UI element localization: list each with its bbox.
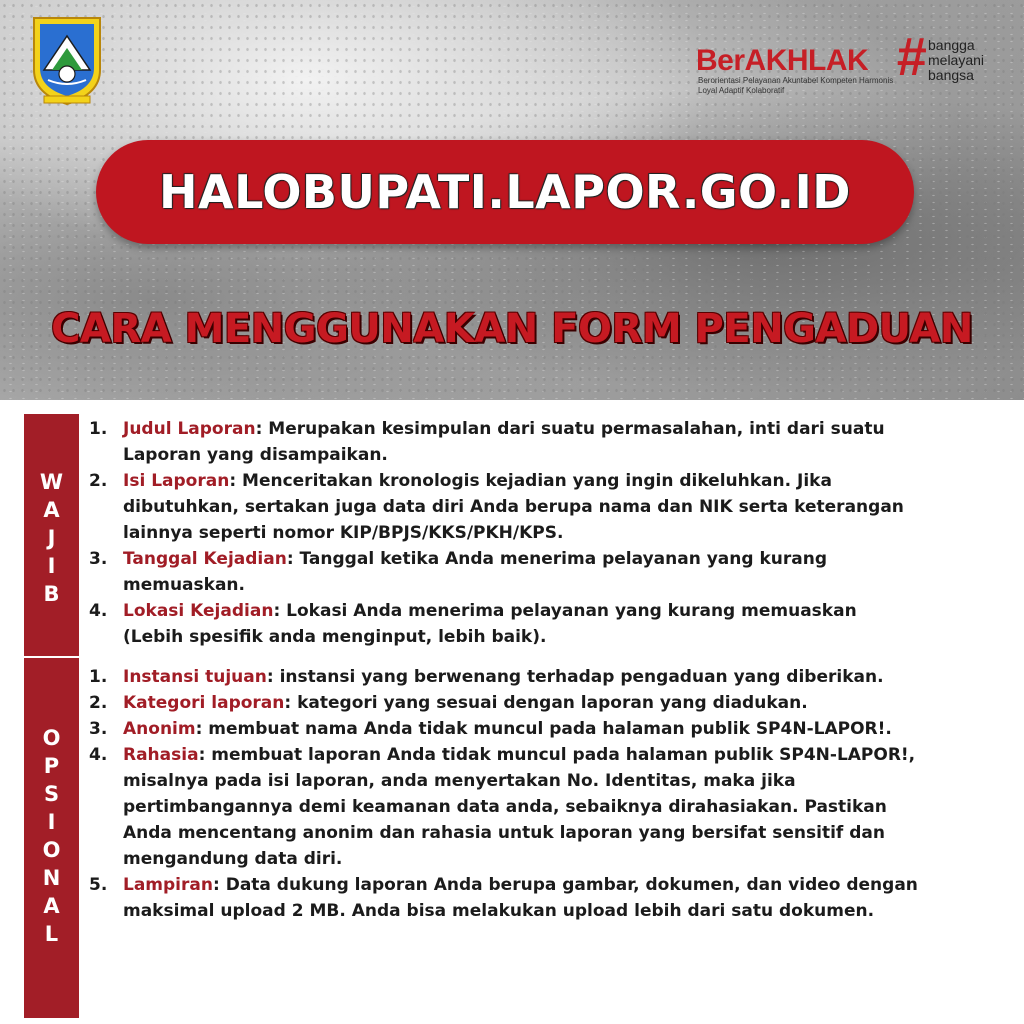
label-letter: N (42, 866, 61, 890)
brand-subtitle: Berorientasi Pelayanan Akuntabel Kompeten Harmonis Loyal Adaptif Kolaboratif (698, 76, 894, 95)
url-text[interactable]: HALOBUPATI.LAPOR.GO.ID (159, 165, 851, 219)
list-item (79, 468, 919, 546)
item-term: Kategori laporan (123, 693, 285, 713)
list-item (79, 416, 919, 468)
label-letter: A (43, 894, 60, 918)
item-term: Rahasia (123, 745, 199, 765)
item-text: : Lokasi Anda menerima pelayanan yang kurang memuaskan (Lebih spesifik anda menginput, lebih baik). (123, 601, 857, 647)
item-text: : Merupakan kesimpulan dari suatu permasalahan, inti dari suatu Laporan yang disampaikan. (123, 419, 885, 465)
tagline-line: bangga (928, 37, 975, 53)
item-number: 1. (89, 419, 108, 439)
berakhlak-brand (696, 24, 1006, 104)
item-text: : instansi yang berwenang terhadap pengaduan yang diberikan. (266, 667, 884, 687)
item-number: 2. (89, 693, 108, 713)
item-number: 1. (89, 667, 108, 687)
label-letter: S (43, 782, 60, 806)
label-letter: P (43, 754, 60, 778)
item-term: Lampiran (123, 875, 213, 895)
label-letter: W (39, 470, 64, 494)
list-item (79, 716, 919, 742)
item-number: 4. (89, 601, 108, 621)
item-term: Lokasi Kejadian (123, 601, 274, 621)
list-item (79, 742, 919, 872)
item-number: 2. (89, 471, 108, 491)
brand-tagline (928, 38, 984, 83)
item-number: 3. (89, 719, 108, 739)
opsional-list (79, 664, 919, 924)
item-term: Isi Laporan (123, 471, 230, 491)
section-label-wajib (24, 414, 79, 656)
list-item (79, 546, 919, 598)
item-text: : kategori yang sesuai dengan laporan yang diadukan. (284, 693, 808, 713)
item-number: 4. (89, 745, 108, 765)
item-text: : Menceritakan kronologis kejadian yang ingin dikeluhkan. Jika dibutuhkan, sertakan juga data diri Anda berupa nama dan NIK serta keterangan lainnya seperti nomor KIP/BPJS/KKS/PKH/KPS. (123, 471, 904, 543)
item-text: : membuat nama Anda tidak muncul pada halaman publik SP4N-LAPOR!. (195, 719, 892, 739)
label-letter: B (43, 582, 60, 606)
item-text: : membuat laporan Anda tidak muncul pada halaman publik SP4N-LAPOR!, misalnya pada isi laporan, anda menyertakan No. Identitas, maka jika pertimbangannya demi keamanan data anda, sebaiknya dirahasiakan. Pastikan Anda mencentang anonim dan rahasia untuk laporan yang bersifat sensitif dan mengandung data diri. (123, 745, 916, 869)
item-term: Judul Laporan (123, 419, 256, 439)
regency-emblem-icon (30, 14, 104, 108)
item-text: : Data dukung laporan Anda berupa gambar, dokumen, dan video dengan maksimal upload 2 MB. Anda bisa melakukan upload lebih dari satu dokumen. (123, 875, 918, 921)
list-item (79, 872, 919, 924)
item-number: 5. (89, 875, 108, 895)
hero-banner (0, 0, 1024, 400)
hashtag-icon: # (896, 27, 927, 87)
label-letter: O (42, 838, 61, 862)
item-number: 3. (89, 549, 108, 569)
wajib-list (79, 416, 919, 650)
item-text: : Tanggal ketika Anda menerima pelayanan yang kurang memuaskan. (123, 549, 828, 595)
item-term: Anonim (123, 719, 196, 739)
page-title: CARA MENGGUNAKAN FORM PENGADUAN (51, 306, 973, 352)
label-letter: A (43, 498, 60, 522)
label-letter: O (42, 726, 61, 750)
brand-wordmark: BerAKHLAK (696, 44, 869, 77)
list-item (79, 690, 919, 716)
url-banner[interactable] (96, 140, 914, 244)
opsional-panel (79, 658, 919, 1018)
section-label-opsional (24, 658, 79, 1018)
tagline-line: melayani (928, 52, 985, 68)
wajib-panel (79, 414, 919, 656)
list-item (79, 664, 919, 690)
label-letter: L (44, 922, 59, 946)
item-term: Tanggal Kejadian (123, 549, 287, 569)
tagline-line: bangsa (928, 67, 974, 83)
list-item (79, 598, 919, 650)
label-letter: J (47, 526, 56, 550)
label-letter: I (47, 554, 56, 578)
item-term: Instansi tujuan (123, 667, 267, 687)
label-letter: I (47, 810, 56, 834)
